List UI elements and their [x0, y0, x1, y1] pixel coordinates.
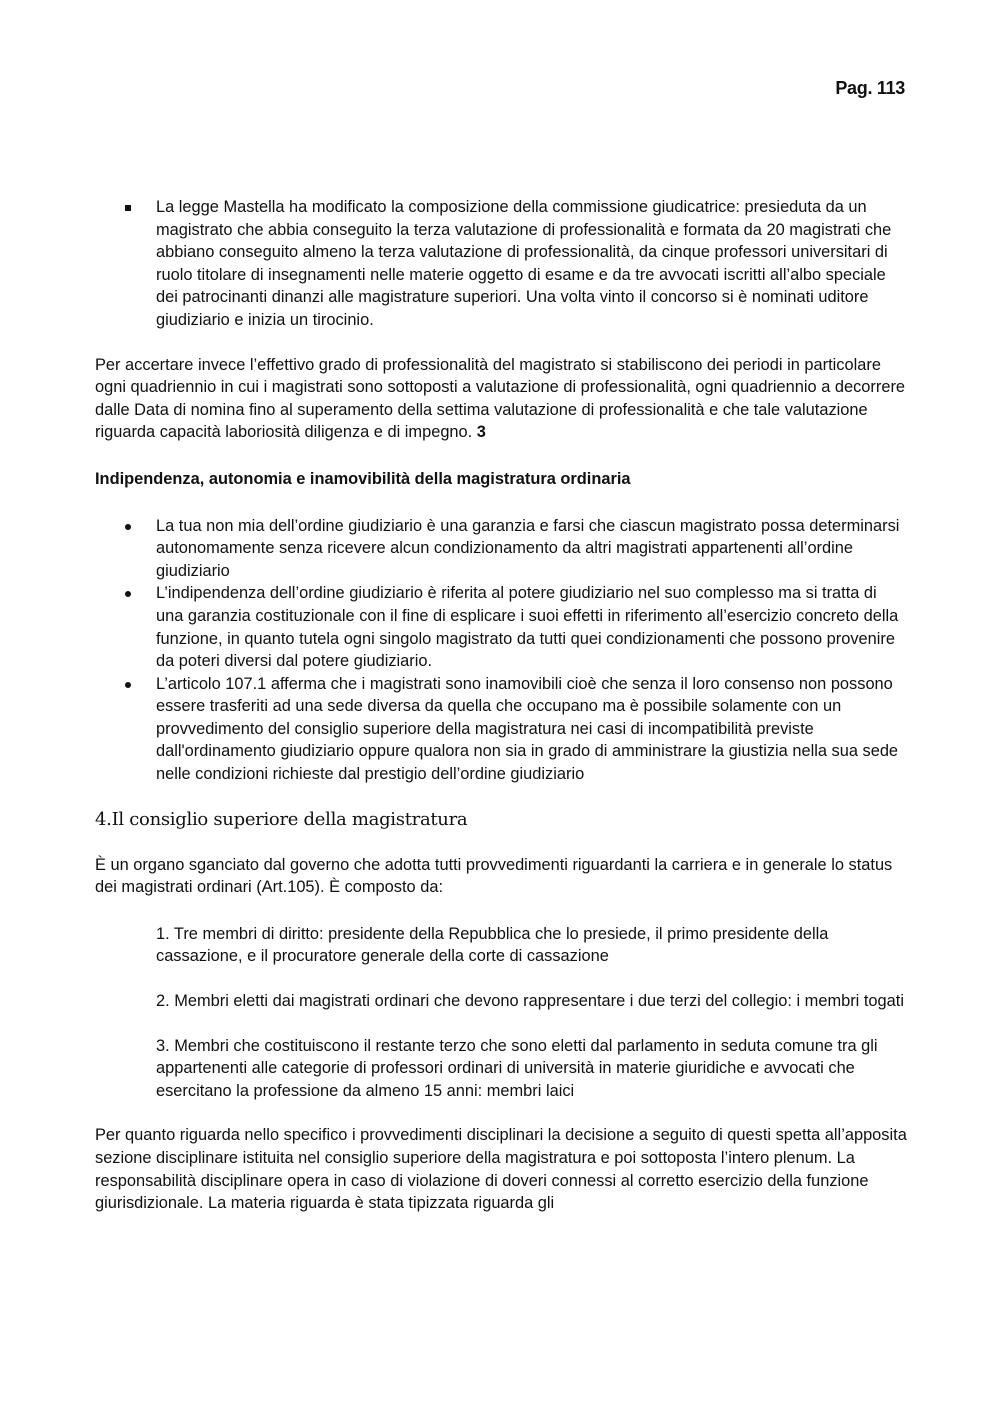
- paragraph-csm-intro: È un organo sganciato dal governo che adotta tutti provvedimenti riguardanti la carriera e in generale lo status dei magistrati ordinari (Art.105). È composto da:: [95, 855, 893, 897]
- list-item-text: L’indipendenza dell’ordine giudiziario è riferita al potere giudiziario nel suo complesso ma si tratta di una garanzia costituzionale con il fine di esplicare i suoi effetti in riferimento all’esercizio concreto della funzione, in quanto tutela ogni singolo magistrato da tutti quei condizionamenti che possono provenire da poteri diversi dal potere giudiziario.: [156, 584, 899, 671]
- paragraph-text: Per accertare invece l’effettivo grado di professionalità del magistrato si stabiliscono dei periodi in particolare ogni quadriennio in cui i magistrati sono sottoposti a valutazione di professionalità, ogni quadriennio a decorrere dalle Data di nomina fino al superamento della settima valutazione di professionalità e che tale valutazione riguarda capacità laboriosità diligenza e di impegno.: [95, 355, 906, 442]
- bullet-icon: [125, 524, 131, 530]
- list-item: [95, 196, 907, 332]
- paragraph-disciplinary: Per quanto riguarda nello specifico i provvedimenti disciplinari la decisione a seguito di questi spetta all’apposita sezione disciplinare istituita nel consiglio superiore della magistratura e poi sottoposta l’intero plenum. La responsabilità disciplinare opera in caso di violazione di doveri connessi al corretto esercizio della funzione giurisdizionale. La materia riguarda è stata tipizzata riguarda gli: [95, 1126, 907, 1213]
- list-item: [95, 673, 907, 786]
- paragraph-evaluation: [95, 354, 907, 444]
- list-item-text: La tua non mia dell’ordine giudiziario è una garanzia e farsi che ciascun magistrato possa determinarsi autonomamente senza ricevere alcun condizionamento da altri magistrati appartenenti all’ordine giudiziario: [156, 516, 900, 580]
- csm-members-list: [95, 923, 907, 1103]
- list-item-text: L’articolo 107.1 afferma che i magistrati sono inamovibili cioè che senza il loro consenso non possono essere trasferiti ad una sede diversa da quella che occupano ma è possibile solamente con un provvedimento del consiglio superiore della magistratura nei casi di incompatibilità previste dall'ordinamento giudiziario oppure qualora non sia in grado di amministrare la giustizia nella sua sede nelle condizioni richieste dal prestigio dell’ordine giudiziario: [156, 674, 899, 784]
- intro-bullet-list: [95, 196, 907, 332]
- bullet-icon: [125, 591, 131, 597]
- page-number: Pag. 113: [835, 78, 905, 98]
- section-heading-independence: Indipendenza, autonomia e inamovibilità della magistratura ordinaria: [95, 469, 631, 488]
- list-item: [95, 582, 907, 672]
- bullet-icon: [125, 682, 131, 688]
- list-item: 3. Membri che costituiscono il restante terzo che sono eletti dal parlamento in seduta comune tra gli appartenenti alle categorie di professori ordinari di università in materie giuridiche e avvocati che esercitano la professione da almeno 15 anni: membri laici: [156, 1036, 878, 1100]
- list-item-text: La legge Mastella ha modificato la composizione della commissione giudicatrice: presieduta da un magistrato che abbia conseguito la terza valutazione di professionalità e formata da 20 magistrati che abbiano conseguito almeno la terza valutazione di professionalità, da cinque professori universitari di ruolo titolare di insegnamenti nelle materie oggetto di esame e da tre avvocati iscritti all’albo speciale dei patrocinanti dinanzi alle magistrature superiori. Una volta vinto il concorso si è nominati uditore giudiziario e inizia un tirocinio.: [156, 198, 892, 329]
- list-item: [95, 515, 907, 583]
- square-bullet-icon: [125, 205, 131, 211]
- independence-bullet-list: [95, 515, 907, 786]
- list-item: 1. Tre membri di diritto: presidente della Repubblica che lo presiede, il primo presidente della cassazione, e il procuratore generale della corte di cassazione: [156, 924, 829, 966]
- reference-number: 3: [476, 423, 486, 442]
- list-item: 2. Membri eletti dai magistrati ordinari che devono rappresentare i due terzi del collegio: i membri togati: [156, 992, 904, 1011]
- document-body: [95, 196, 907, 1215]
- section-title-csm: 4.Il consiglio superiore della magistratura: [95, 808, 468, 830]
